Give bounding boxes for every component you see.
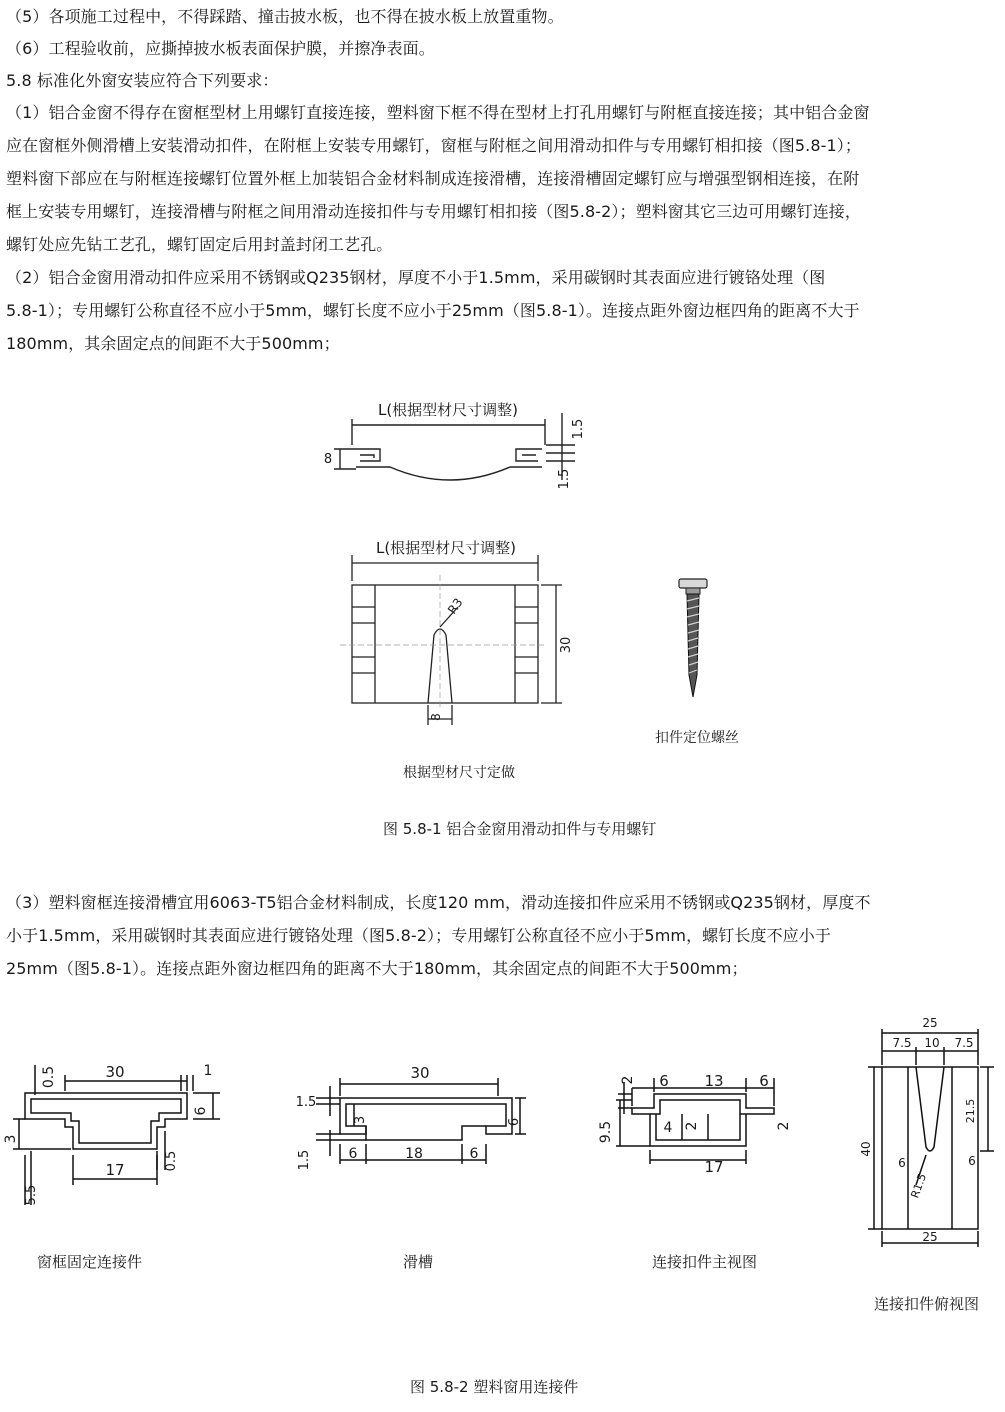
fig2d-dim-r1-5: R1.5 bbox=[908, 1171, 930, 1200]
fig2c-dim-2-right: 2 bbox=[776, 1121, 792, 1131]
fig1-dim-r3: R3 bbox=[444, 595, 466, 617]
fig1-clip-section bbox=[300, 395, 620, 495]
fig2c-dim-2-inner: 2 bbox=[684, 1121, 700, 1131]
fig2a-dim-0-5-bottom: 0.5 bbox=[164, 1150, 179, 1172]
fig2d-dim-25-top: 25 bbox=[922, 1016, 938, 1030]
para-5-6: （6）工程验收前，应撕掉披水板表面保护膜，并擦净表面。 bbox=[6, 39, 435, 58]
fig2d-dim-6-left: 6 bbox=[898, 1156, 906, 1170]
para-1-line4: 框上安装专用螺钉，连接滑槽与附框之间用滑动连接扣件与专用螺钉相扣接（图5.8-2）；塑料窗其它三边可用螺钉连接， bbox=[6, 202, 861, 221]
fig2a-dim-1: 1 bbox=[203, 1063, 213, 1079]
fig2d-dim-25-bottom: 25 bbox=[922, 1230, 938, 1244]
fig2d-dim-7-5-left: 7.5 bbox=[892, 1036, 912, 1050]
fig2d-caption: 连接扣件俯视图 bbox=[874, 1295, 980, 1313]
para-2-line3: 180mm，其余固定点的间距不大于500mm； bbox=[6, 334, 340, 353]
para-1-line2: 应在窗框外侧滑槽上安装滑动扣件，在附框上安装专用螺钉，窗框与附框之间用滑动扣件与专用螺钉相扣接（图5.8-1）； bbox=[6, 136, 861, 155]
fig2b-dim-6-left: 6 bbox=[348, 1146, 358, 1162]
para-3-line1: （3）塑料窗框连接滑槽宜用6063-T5铝合金材料制成，长度120 mm，滑动连接扣件应采用不锈钢或Q235钢材，厚度不 bbox=[6, 893, 871, 912]
fig2d-dim-21-5: 21.5 bbox=[964, 1098, 977, 1124]
fig1-plate-length-label: L(根据型材尺寸调整) bbox=[375, 539, 517, 557]
section-5-8-heading: 5.8 标准化外窗安装应符合下列要求： bbox=[6, 71, 279, 90]
fig2b-dim-6-mid: 6 bbox=[469, 1146, 479, 1162]
plate-caption: 根据型材尺寸定做 bbox=[403, 765, 515, 781]
fig2d-dim-6-right: 6 bbox=[968, 1154, 976, 1168]
fig2c-dim-2-top: 2 bbox=[620, 1075, 636, 1085]
para-1-line5: 螺钉处应先钻工艺孔，螺钉固定后用封盖封闭工艺孔。 bbox=[6, 235, 393, 254]
fig1-caption: 图 5.8-1 铝合金窗用滑动扣件与专用螺钉 bbox=[383, 820, 657, 838]
fig2a-dim-6: 6 bbox=[193, 1106, 209, 1116]
fig2-caption: 图 5.8-2 塑料窗用连接件 bbox=[410, 1378, 579, 1396]
fig1-dim-8: 8 bbox=[323, 452, 333, 467]
fig2c-caption: 连接扣件主视图 bbox=[652, 1253, 758, 1271]
fig2b-caption: 滑槽 bbox=[403, 1253, 434, 1271]
para-2-line2: 5.8-1）；专用螺钉公称直径不应小于5mm，螺钉长度不应小于25mm（图5.8-1）。连接点距外窗边框四角的距离不大于 bbox=[6, 301, 860, 320]
para-5-5: （5）各项施工过程中，不得踩踏、撞击披水板，也不得在披水板上放置重物。 bbox=[6, 7, 564, 26]
screw-caption: 扣件定位螺丝 bbox=[655, 730, 739, 746]
fig2b-dim-18: 18 bbox=[405, 1146, 423, 1162]
fig2c-dim-13: 13 bbox=[704, 1072, 724, 1090]
fig1-top-length-label: L(根据型材尺寸调整) bbox=[377, 401, 519, 419]
fig2-clip-top-view bbox=[859, 1015, 1002, 1255]
fig1-clip-plate bbox=[330, 535, 600, 735]
fig2c-dim-4: 4 bbox=[663, 1120, 673, 1136]
fig2b-dim-6-right: 6 bbox=[507, 1117, 522, 1127]
fig2b-dim-3: 3 bbox=[353, 1115, 368, 1125]
fig2-clip-front-view bbox=[592, 1060, 807, 1190]
fig2a-dim-5-5: 5.5 bbox=[24, 1184, 39, 1206]
fig2a-dim-30: 30 bbox=[105, 1063, 125, 1081]
para-3-line3: 25mm（图5.8-1）。连接点距外窗边框四角的距离不大于180mm，其余固定点的间距不大于500mm； bbox=[6, 959, 748, 978]
fig1-dim-1-5-bottom: 1.5 bbox=[557, 468, 572, 490]
fig1-dim-8-slot: 8 bbox=[429, 713, 443, 721]
fig1-dim-30: 30 bbox=[559, 636, 574, 654]
screw-drawing bbox=[665, 575, 725, 705]
fig2c-dim-9-5: 9.5 bbox=[598, 1120, 614, 1144]
fig2a-dim-3: 3 bbox=[3, 1134, 19, 1144]
fig2b-dim-1-5-bottom: 1.5 bbox=[297, 1149, 312, 1171]
fig2-slide-rail bbox=[290, 1060, 530, 1180]
para-2-line1: （2）铝合金窗用滑动扣件应采用不锈钢或Q235钢材，厚度不小于1.5mm，采用碳钢时其表面应进行镀铬处理（图 bbox=[6, 268, 826, 287]
para-3-line2: 小于1.5mm，采用碳钢时其表面应进行镀铬处理（图5.8-2）；专用螺钉公称直径不应小于5mm，螺钉长度不应小于 bbox=[6, 926, 831, 945]
fig2-frame-connector bbox=[5, 1055, 230, 1215]
fig2c-dim-6-right: 6 bbox=[759, 1072, 769, 1090]
fig2d-dim-10: 10 bbox=[924, 1036, 940, 1050]
fig2c-dim-6-left: 6 bbox=[659, 1072, 669, 1090]
fig1-dim-1-5-top: 1.5 bbox=[571, 418, 586, 440]
fig2a-dim-0-5-top: 0.5 bbox=[41, 1065, 57, 1089]
fig2a-caption: 窗框固定连接件 bbox=[37, 1253, 143, 1271]
para-1-line1: （1）铝合金窗不得存在窗框型材上用螺钉直接连接，塑料窗下框不得在型材上打孔用螺钉与附框直接连接；其中铝合金窗 bbox=[6, 103, 870, 122]
para-1-line3: 塑料窗下部应在与附框连接螺钉位置外框上加装铝合金材料制成连接滑槽，连接滑槽固定螺钉应与增强型钢相连接，在附 bbox=[6, 169, 860, 188]
fig2d-dim-40: 40 bbox=[859, 1141, 873, 1157]
fig2b-dim-1-5-top: 1.5 bbox=[295, 1095, 317, 1110]
fig2b-dim-30: 30 bbox=[410, 1064, 430, 1082]
fig2c-dim-17: 17 bbox=[704, 1158, 724, 1176]
fig2a-dim-17: 17 bbox=[105, 1161, 125, 1179]
fig2d-dim-7-5-right: 7.5 bbox=[954, 1036, 974, 1050]
